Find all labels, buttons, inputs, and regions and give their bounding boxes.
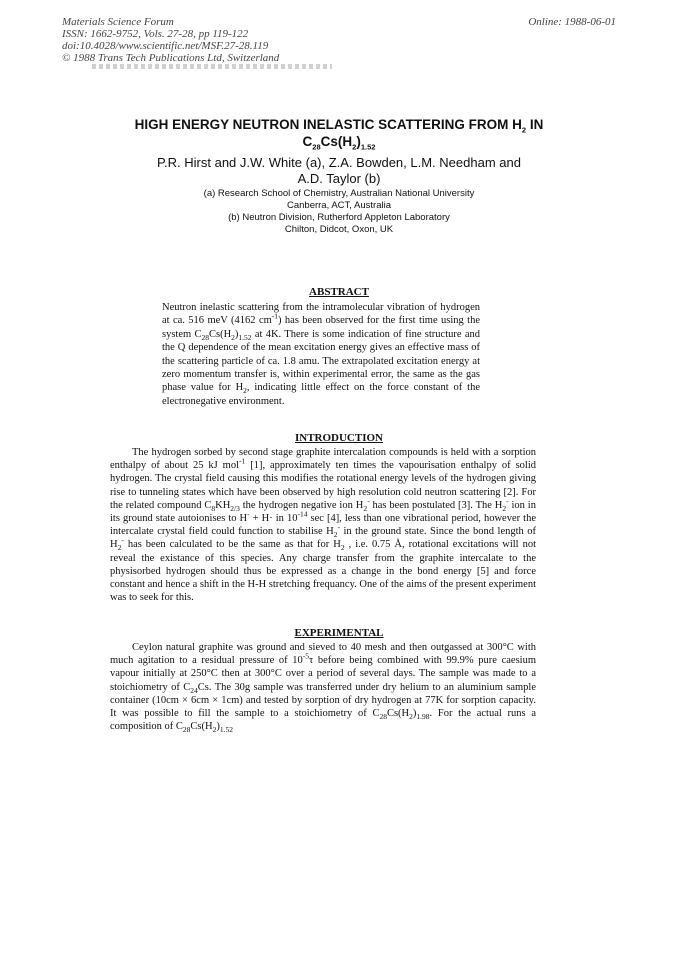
affiliation-line: (b) Neutron Division, Rutherford Appleton Laboratory xyxy=(228,212,450,223)
faded-running-header xyxy=(92,64,332,69)
title-line-2: $C_{28}Cs(H_2)_{1.52}$ xyxy=(302,134,376,152)
affiliation-line: (a) Research School of Chemistry, Australian National University xyxy=(203,188,475,199)
publication-metadata xyxy=(62,16,279,64)
abstract-heading: ABSTRACT xyxy=(309,286,369,298)
affiliation-line: Chilton, Didcot, Oxon, UK xyxy=(284,224,394,235)
introduction-text: The hydrogen sorbed by second stage graphite intercalation compounds is held with a sorption enthalpy of about 25 kJ mol$^{-1}$ [1], approximately ten times the vapourisation enthalpy of solid hydrogen. The crystal field causing this modifies the rotational energy levels of the hydrogen giving rise to tunneling states which have been observed by high resolution cold neutron scattering [2]. For the related compound $C_8KH_{2/3}$ the hydrogen negative ion $H_2^-$ has been postulated [3]. The $H_2^-$ ion in its ground state autoionises to H- + H· in $10^{-14}$ sec [4], less than one vibrational period, however the intercalate crystal field could function to stabilise $H_2^-$ in the ground state. Since the bond length of $H_2^-$ has been calculated to be the same as that for $H_2$ , i.e. 0.75 Å, rotational excitations will not reveal the existance of this species. Any charge transfer from the graphite intercalate to the physisorbed hydrogen should thus be expressed as a change in the bond energy [5] and force constant and hence a shift in the H-H stretching frequancy. One of the aims of the present experiment was to seek for this. xyxy=(110,447,537,604)
experimental-text: Ceylon natural graphite was ground and sieved to 40 mesh and then outgassed at 300°C with much agitation to a residual pressure of $10^{-5}\tau$ before being combined with 99.9% pure caesium vapour initially at 250°C then at 300°C over a period of several days. The sample was made to a stoichiometry of $C_{24}Cs$. The 30g sample was transferred under dry helium to an aluminium sample container (10cm × 6cm × 1cm) and tested by sorption of dry hydrogen at 77K for sorption capacity. It was possible to fill the sample to a stoichiometry of $C_{28}Cs(H_2)_{1.98}$. For the actual runs a composition of $C_{28}Cs(H_2)_{1.52}$ xyxy=(110,642,536,735)
title-line-1: HIGH ENERGY NEUTRON INELASTIC SCATTERING FROM $H_2$ IN xyxy=(134,117,544,135)
affiliation-line: Canberra, ACT, Australia xyxy=(286,200,392,211)
experimental-heading: EXPERIMENTAL xyxy=(294,627,384,639)
journal-name: Materials Science Forum xyxy=(62,16,174,28)
paper-title xyxy=(0,116,678,150)
affiliations xyxy=(0,188,678,236)
author-list xyxy=(0,155,678,187)
abstract-text: Neutron inelastic scattering from the intramolecular vibration of hydrogen at ca. 516 meV (4162 $cm^{-1}$) has been observed for the first time using the system $C_{28}Cs(H_2)_{1.52}$ at 4K. There is some indication of fine structure and the Q dependence of the mean excitation energy gives an effective mass of the scattering particle of ca. 1.8 amu. The extrapolated excitation energy at zero momentum transfer is, within experimental error, the same as the gas phase value for $H_2$, indicating little effect on the force constant of the electronegative environment. xyxy=(162,302,481,407)
authors-line-1: P.R. Hirst and J.W. White (a), Z.A. Bowden, L.M. Needham and xyxy=(157,155,521,170)
introduction-heading: INTRODUCTION xyxy=(294,432,383,444)
copyright-line: © 1988 Trans Tech Publications Ltd, Switzerland xyxy=(62,52,280,64)
authors-line-2: A.D. Taylor (b) xyxy=(297,171,381,186)
issn-line: ISSN: 1662-9752, Vols. 27-28, pp 119-122 xyxy=(62,28,249,40)
online-date: Online: 1988-06-01 xyxy=(528,16,616,28)
doi-line[interactable]: doi:10.4028/www.scientific.net/MSF.27-28.119 xyxy=(62,40,269,52)
